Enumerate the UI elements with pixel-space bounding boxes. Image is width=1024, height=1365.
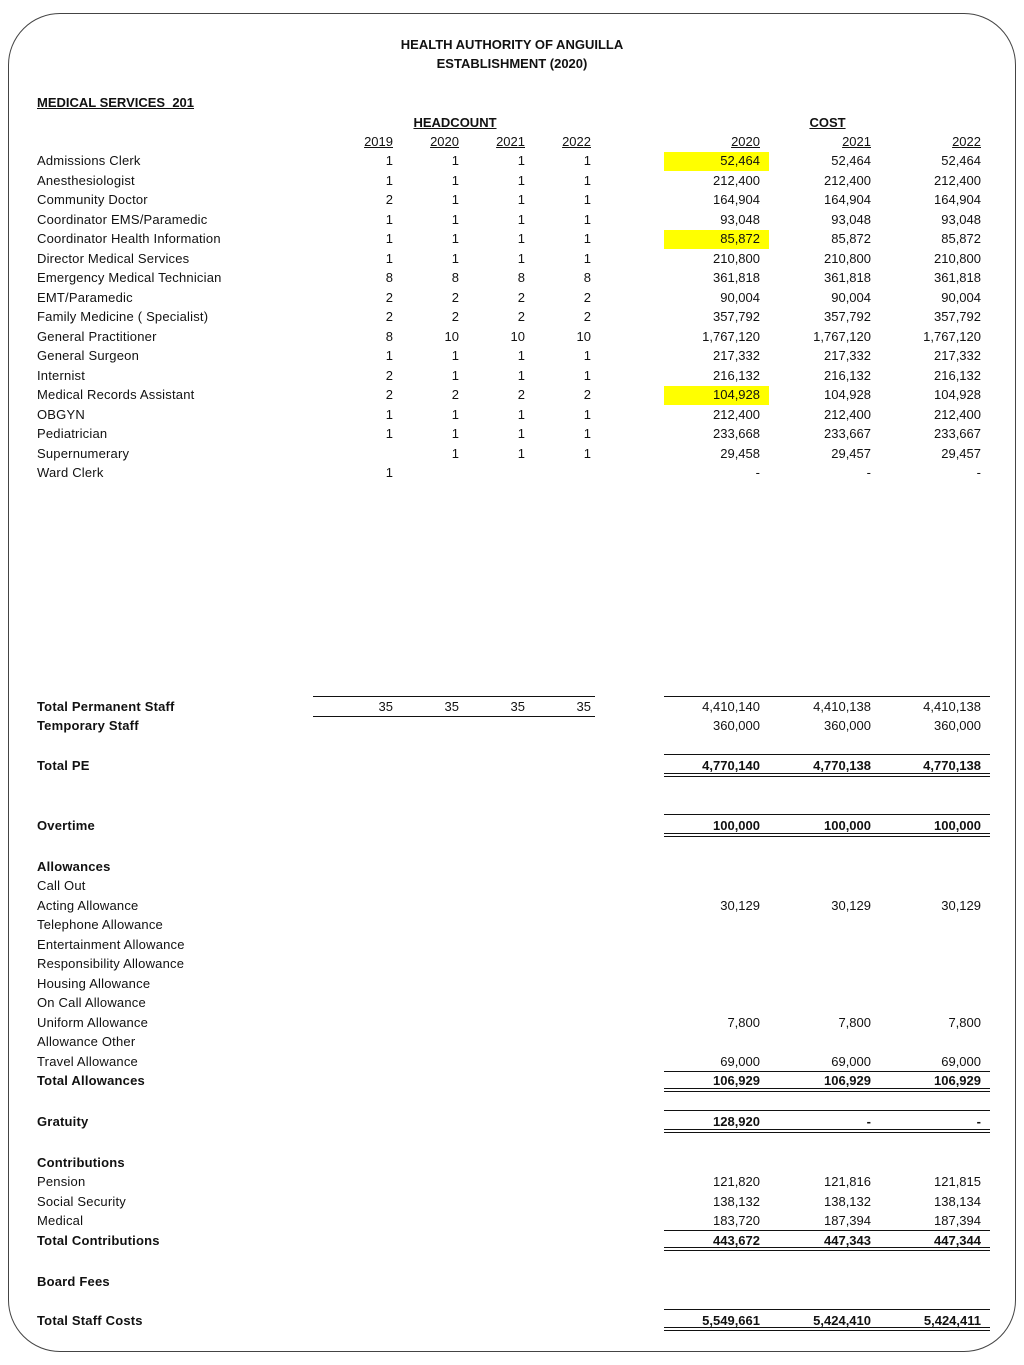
contribution-label: Social Security <box>37 1194 126 1209</box>
headcount-cell: 2 <box>451 387 459 402</box>
allowance-label: Responsibility Allowance <box>37 956 185 971</box>
cost-cell: 217,332 <box>934 348 981 363</box>
headcount-cell: 10 <box>576 329 591 344</box>
cost-cell: 30,129 <box>941 898 981 913</box>
cost-cell: 7,800 <box>727 1015 760 1030</box>
cost-cell: 69,000 <box>831 1054 871 1069</box>
cost-cell: 5,424,410 <box>813 1313 871 1328</box>
headcount-cell: 1 <box>385 212 393 227</box>
cost-cell: 210,800 <box>934 251 981 266</box>
position-label: Anesthesiologist <box>37 173 135 188</box>
headcount-cell: 2 <box>583 309 591 324</box>
headcount-cell: 8 <box>517 270 525 285</box>
headcount-cell: 2 <box>583 387 591 402</box>
total-contributions-label: Total Contributions <box>37 1233 160 1248</box>
headcount-cell: 1 <box>583 192 591 207</box>
cost-cell: 121,816 <box>824 1174 871 1189</box>
headcount-cell: 1 <box>385 173 393 188</box>
allowance-label: Uniform Allowance <box>37 1015 149 1030</box>
headcount-cell: 1 <box>583 446 591 461</box>
allowance-label: Telephone Allowance <box>37 917 163 932</box>
cost-cell: 233,667 <box>824 426 871 441</box>
headcount-cell: 2 <box>517 387 525 402</box>
headcount-cell: 1 <box>517 153 525 168</box>
cost-cell: 104,928 <box>713 387 760 402</box>
cost-cell: 447,344 <box>934 1233 981 1248</box>
cost-cell: 212,400 <box>824 173 871 188</box>
headcount-cell: 2 <box>517 309 525 324</box>
cost-cell <box>871 956 981 972</box>
headcount-cell: 1 <box>583 153 591 168</box>
headcount-cell: 1 <box>451 173 459 188</box>
headcount-cell: 1 <box>451 212 459 227</box>
cost-cell: 29,457 <box>831 446 871 461</box>
cost-year-header: 2022 <box>952 134 981 149</box>
cost-cell: 90,004 <box>831 290 871 305</box>
headcount-cell: 1 <box>583 368 591 383</box>
allowance-label: Acting Allowance <box>37 898 139 913</box>
cost-cell <box>761 1034 871 1050</box>
cost-cell: 212,400 <box>713 173 760 188</box>
cost-cell: 100,000 <box>713 818 760 833</box>
headcount-cell: 8 <box>385 270 393 285</box>
allowance-label: Housing Allowance <box>37 976 151 991</box>
cost-cell: 360,000 <box>934 718 981 733</box>
cost-cell <box>761 937 871 953</box>
cost-cell: 447,343 <box>824 1233 871 1248</box>
headcount-cell: 2 <box>385 290 393 305</box>
contribution-label: Medical <box>37 1213 84 1228</box>
cost-cell: 29,458 <box>720 446 760 461</box>
cost-cell: 233,667 <box>934 426 981 441</box>
headcount-cell: 1 <box>385 465 393 480</box>
headcount-cell: 1 <box>517 231 525 246</box>
cost-cell: 217,332 <box>713 348 760 363</box>
cost-cell: 30,129 <box>831 898 871 913</box>
rule-line <box>664 1110 990 1111</box>
allowance-label: Entertainment Allowance <box>37 937 185 952</box>
cost-cell: 106,929 <box>824 1073 871 1088</box>
double-rule-line <box>664 1247 990 1251</box>
cost-cell <box>871 878 981 894</box>
headcount-cell: 8 <box>583 270 591 285</box>
cost-cell: 357,792 <box>713 309 760 324</box>
rule-line <box>664 754 990 755</box>
headcount-cell: 1 <box>517 348 525 363</box>
cost-cell: 212,400 <box>934 173 981 188</box>
cost-cell <box>650 995 760 1011</box>
cost-cell: 361,818 <box>824 270 871 285</box>
allowances-heading: Allowances <box>37 859 111 874</box>
headcount-cell: 1 <box>583 231 591 246</box>
cost-cell: 121,815 <box>934 1174 981 1189</box>
headcount-cell: 1 <box>451 426 459 441</box>
headcount-cell: 1 <box>517 407 525 422</box>
position-label: Ward Clerk <box>37 465 104 480</box>
position-label: Coordinator EMS/Paramedic <box>37 212 208 227</box>
headcount-cell <box>399 465 459 481</box>
cost-cell <box>761 878 871 894</box>
contribution-label: Pension <box>37 1174 86 1189</box>
headcount-cell <box>465 465 525 481</box>
headcount-cell: 2 <box>451 309 459 324</box>
total-pe-label: Total PE <box>37 758 90 773</box>
document-subtitle: ESTABLISHMENT (2020) <box>436 56 588 71</box>
headcount-cell: 1 <box>451 192 459 207</box>
headcount-cell: 8 <box>451 270 459 285</box>
headcount-cell: 2 <box>517 290 525 305</box>
cost-cell: 90,004 <box>941 290 981 305</box>
cost-cell: 1,767,120 <box>702 329 760 344</box>
headcount-cell: 1 <box>583 173 591 188</box>
position-label: Supernumerary <box>37 446 130 461</box>
cost-cell: 361,818 <box>713 270 760 285</box>
headcount-cell: 2 <box>385 192 393 207</box>
cost-cell: - <box>866 1114 871 1129</box>
cost-cell: 357,792 <box>824 309 871 324</box>
headcount-cell: 1 <box>385 153 393 168</box>
cost-cell: - <box>976 1114 981 1129</box>
headcount-total-cell: 35 <box>510 699 525 714</box>
double-rule-line <box>664 773 990 777</box>
cost-cell: 4,770,140 <box>702 758 760 773</box>
temporary-staff-label: Temporary Staff <box>37 718 139 733</box>
rule-line <box>313 696 595 697</box>
cost-cell: 183,720 <box>713 1213 760 1228</box>
cost-cell: 4,770,138 <box>813 758 871 773</box>
position-label: General Practitioner <box>37 329 157 344</box>
headcount-cell: 1 <box>451 153 459 168</box>
cost-cell: 7,800 <box>838 1015 871 1030</box>
headcount-cell: 1 <box>451 446 459 461</box>
cost-cell: - <box>866 465 871 480</box>
headcount-cell: 1 <box>583 348 591 363</box>
headcount-cell: 1 <box>517 426 525 441</box>
cost-cell: 212,400 <box>824 407 871 422</box>
cost-year-header: 2020 <box>731 134 760 149</box>
cost-cell: 361,818 <box>934 270 981 285</box>
position-label: General Surgeon <box>37 348 140 363</box>
headcount-total-cell: 35 <box>576 699 591 714</box>
cost-cell: 69,000 <box>720 1054 760 1069</box>
total-staff-costs-label: Total Staff Costs <box>37 1313 143 1328</box>
headcount-cell: 1 <box>583 426 591 441</box>
cost-cell: 216,132 <box>934 368 981 383</box>
headcount-cell: 1 <box>517 446 525 461</box>
cost-cell: 69,000 <box>941 1054 981 1069</box>
position-label: Medical Records Assistant <box>37 387 195 402</box>
board-fees-label: Board Fees <box>37 1274 110 1289</box>
cost-cell: 138,134 <box>934 1194 981 1209</box>
cost-cell: 360,000 <box>824 718 871 733</box>
cost-cell: 138,132 <box>824 1194 871 1209</box>
headcount-cell <box>333 446 393 462</box>
headcount-cell <box>531 465 591 481</box>
cost-cell <box>761 976 871 992</box>
headcount-cell: 1 <box>451 368 459 383</box>
headcount-cell: 1 <box>517 368 525 383</box>
cost-cell: 5,549,661 <box>702 1313 760 1328</box>
cost-cell: 104,928 <box>824 387 871 402</box>
cost-cell: 85,872 <box>720 231 760 246</box>
headcount-cell: 10 <box>444 329 459 344</box>
position-label: Internist <box>37 368 86 383</box>
headcount-cell: 10 <box>510 329 525 344</box>
cost-cell: 233,668 <box>713 426 760 441</box>
rule-line <box>664 814 990 815</box>
overtime-label: Overtime <box>37 818 95 833</box>
cost-cell <box>871 937 981 953</box>
cost-cell: 104,928 <box>934 387 981 402</box>
gratuity-label: Gratuity <box>37 1114 89 1129</box>
total-allowances-label: Total Allowances <box>37 1073 145 1088</box>
cost-cell: 212,400 <box>934 407 981 422</box>
cost-cell: 216,132 <box>824 368 871 383</box>
headcount-cell: 2 <box>385 309 393 324</box>
cost-header: COST <box>809 115 846 130</box>
allowance-label: Call Out <box>37 878 86 893</box>
headcount-cell: 1 <box>517 251 525 266</box>
rule-line <box>313 716 595 717</box>
headcount-cell: 1 <box>451 348 459 363</box>
headcount-year-header: 2019 <box>364 134 393 149</box>
headcount-cell: 1 <box>451 251 459 266</box>
headcount-cell: 1 <box>385 348 393 363</box>
cost-cell: 7,800 <box>948 1015 981 1030</box>
cost-cell: 100,000 <box>824 818 871 833</box>
double-rule-line <box>664 1327 990 1331</box>
cost-cell: 4,770,138 <box>923 758 981 773</box>
cost-cell: 164,904 <box>824 192 871 207</box>
cost-cell: 360,000 <box>713 718 760 733</box>
rule-line <box>664 1071 990 1072</box>
position-label: Community Doctor <box>37 192 148 207</box>
position-label: Director Medical Services <box>37 251 190 266</box>
headcount-cell: 2 <box>385 387 393 402</box>
cost-cell: 106,929 <box>713 1073 760 1088</box>
allowance-label: On Call Allowance <box>37 995 146 1010</box>
headcount-cell: 1 <box>583 251 591 266</box>
cost-cell: 52,464 <box>831 153 871 168</box>
cost-cell: 93,048 <box>941 212 981 227</box>
position-label: Family Medicine ( Specialist) <box>37 309 209 324</box>
cost-year-header: 2021 <box>842 134 871 149</box>
headcount-cell: 2 <box>583 290 591 305</box>
rule-line <box>664 696 990 697</box>
cost-cell: 85,872 <box>941 231 981 246</box>
cost-cell: 4,410,140 <box>702 699 760 714</box>
cost-cell <box>871 995 981 1011</box>
cost-cell: 90,004 <box>720 290 760 305</box>
cost-cell <box>761 917 871 933</box>
cost-cell: 106,929 <box>934 1073 981 1088</box>
headcount-header: HEADCOUNT <box>413 115 497 130</box>
cost-cell: 210,800 <box>713 251 760 266</box>
cost-cell: 85,872 <box>831 231 871 246</box>
position-label: Pediatrician <box>37 426 108 441</box>
cost-cell: - <box>976 465 981 480</box>
headcount-cell: 8 <box>385 329 393 344</box>
double-rule-line <box>664 833 990 837</box>
cost-cell: 187,394 <box>934 1213 981 1228</box>
headcount-cell: 1 <box>517 192 525 207</box>
headcount-cell: 1 <box>517 212 525 227</box>
headcount-cell: 2 <box>451 290 459 305</box>
position-label: EMT/Paramedic <box>37 290 133 305</box>
cost-cell: 121,820 <box>713 1174 760 1189</box>
cost-cell <box>871 976 981 992</box>
headcount-year-header: 2022 <box>562 134 591 149</box>
headcount-cell: 1 <box>385 251 393 266</box>
cost-cell <box>761 995 871 1011</box>
cost-cell: 29,457 <box>941 446 981 461</box>
cost-cell <box>650 937 760 953</box>
headcount-cell: 1 <box>451 407 459 422</box>
cost-cell: 210,800 <box>824 251 871 266</box>
cost-cell: 100,000 <box>934 818 981 833</box>
headcount-cell: 1 <box>385 231 393 246</box>
headcount-cell: 2 <box>385 368 393 383</box>
position-label: OBGYN <box>37 407 85 422</box>
cost-cell <box>650 878 760 894</box>
cost-cell: 216,132 <box>713 368 760 383</box>
cost-cell: 4,410,138 <box>923 699 981 714</box>
document-title: HEALTH AUTHORITY OF ANGUILLA <box>400 37 624 52</box>
cost-cell: 52,464 <box>720 153 760 168</box>
position-label: Emergency Medical Technician <box>37 270 222 285</box>
cost-cell <box>761 956 871 972</box>
cost-cell: 93,048 <box>831 212 871 227</box>
double-rule-line <box>664 1129 990 1133</box>
headcount-cell: 1 <box>517 173 525 188</box>
cost-cell: 212,400 <box>713 407 760 422</box>
rule-line <box>664 1230 990 1231</box>
headcount-cell: 1 <box>451 231 459 246</box>
cost-cell: - <box>755 465 760 480</box>
headcount-year-header: 2021 <box>496 134 525 149</box>
allowance-label: Travel Allowance <box>37 1054 138 1069</box>
cost-cell: 443,672 <box>713 1233 760 1248</box>
double-rule-line <box>664 1088 990 1092</box>
position-label: Coordinator Health Information <box>37 231 221 246</box>
cost-cell: 128,920 <box>713 1114 760 1129</box>
cost-cell: 164,904 <box>713 192 760 207</box>
total-permanent-staff-label: Total Permanent Staff <box>37 699 175 714</box>
cost-cell: 187,394 <box>824 1213 871 1228</box>
cost-cell: 4,410,138 <box>813 699 871 714</box>
cost-cell: 30,129 <box>720 898 760 913</box>
cost-cell <box>650 917 760 933</box>
cost-cell: 1,767,120 <box>923 329 981 344</box>
cost-cell <box>650 976 760 992</box>
cost-cell: 357,792 <box>934 309 981 324</box>
cost-cell <box>871 917 981 933</box>
cost-cell: 138,132 <box>713 1194 760 1209</box>
headcount-cell: 1 <box>583 407 591 422</box>
section-title: MEDICAL SERVICES 201 <box>37 95 195 110</box>
headcount-total-cell: 35 <box>378 699 393 714</box>
contributions-heading: Contributions <box>37 1155 125 1170</box>
headcount-cell: 1 <box>385 407 393 422</box>
cost-cell: 1,767,120 <box>813 329 871 344</box>
headcount-total-cell: 35 <box>444 699 459 714</box>
headcount-cell: 1 <box>583 212 591 227</box>
headcount-cell: 1 <box>385 426 393 441</box>
headcount-year-header: 2020 <box>430 134 459 149</box>
cost-cell <box>650 956 760 972</box>
cost-cell: 164,904 <box>934 192 981 207</box>
rule-line <box>664 1309 990 1310</box>
cost-cell <box>871 1034 981 1050</box>
allowance-label: Allowance Other <box>37 1034 136 1049</box>
cost-cell: 52,464 <box>941 153 981 168</box>
cost-cell: 217,332 <box>824 348 871 363</box>
position-label: Admissions Clerk <box>37 153 141 168</box>
cost-cell: 5,424,411 <box>923 1313 981 1328</box>
cost-cell: 93,048 <box>720 212 760 227</box>
cost-cell <box>650 1034 760 1050</box>
